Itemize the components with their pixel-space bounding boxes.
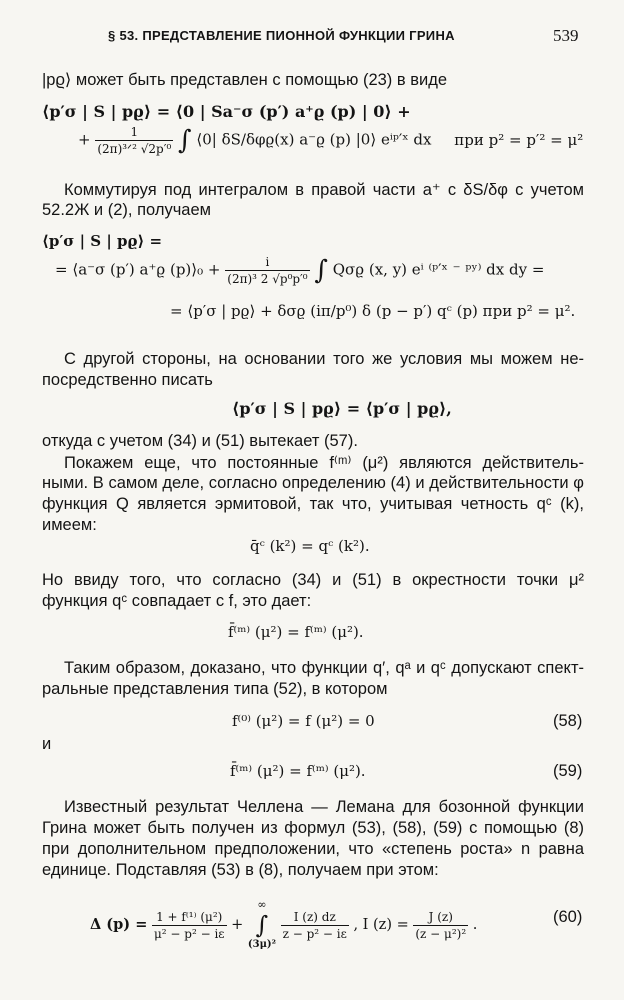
fraction [152, 909, 227, 942]
integral-sign: ∫ [255, 911, 269, 939]
integral-sign: ∫ [178, 125, 192, 156]
integrand: ⟨0| δS/δφϱ(x) a⁻ϱ (p) |0⟩ eⁱᵖ′ˣ dx [196, 130, 432, 149]
page-number: 539 [553, 26, 579, 45]
fraction-denominator: (z − μ²)² [415, 926, 467, 941]
eq-text: , I (z) = [353, 917, 409, 933]
equation-number: (59) [553, 762, 583, 780]
text-line: при дополнительном предположении, что «степень роста» n равна [42, 840, 584, 858]
fraction-numerator: i [225, 254, 309, 271]
text-line: ными. В самом деле, согласно определению (4) и действительности φ [42, 474, 584, 492]
equation-1b [78, 124, 583, 157]
text-line: и [42, 735, 52, 753]
equation-58: f⁽⁰⁾ (μ²) = f (μ²) = 0 [232, 712, 375, 730]
equation-1a: ⟨p′σ | S | pϱ⟩ = ⟨0 | Sa⁻σ (p′) a⁺ϱ (p) | 0⟩ + [42, 102, 411, 121]
text-line: функция qᶜ совпадает с f, это дает: [42, 592, 312, 610]
equation-3: ⟨p′σ | S | pϱ⟩ = ⟨p′σ | pϱ⟩, [232, 399, 452, 418]
fraction [281, 909, 349, 942]
fraction-numerator: 1 + f⁽¹⁾ (μ²) [152, 909, 227, 926]
fraction [95, 124, 173, 157]
text-line: 52.2Ж и (2), получаем [42, 201, 211, 219]
equation-2b [55, 254, 544, 287]
fraction [413, 909, 468, 942]
integral-sign: ∫ [314, 255, 328, 286]
text-line: Покажем еще, что постоянные f⁽ᵐ⁾ (μ²) являются действитель- [64, 454, 584, 472]
integral-upper-limit: ∞ [257, 898, 267, 911]
integral-with-limits [248, 898, 276, 952]
text-line: С другой стороны, на основании того же условия мы можем не- [64, 350, 584, 368]
equation-60 [90, 898, 477, 952]
eq-plus: + [231, 917, 244, 933]
condition: при p² = p′² = μ² [454, 130, 584, 149]
text-line: Таким образом, доказано, что функции q′, qᵃ и qᶜ допускают спект- [64, 659, 584, 677]
text-line: Но ввиду того, что согласно (34) и (51) в окрестности точки μ² [42, 571, 584, 589]
equation-number: (58) [553, 712, 583, 730]
fraction-numerator: I (z) dz [281, 909, 349, 926]
integrand: Qσϱ (x, y) eⁱ ⁽ᵖ′ˣ ⁻ ᵖʸ⁾ dx dy = [332, 260, 545, 279]
text-line: ральные представления типа (52), в котором [42, 680, 388, 698]
eq-period: . [472, 917, 478, 933]
fraction [225, 254, 309, 287]
fraction-denominator: (2π)³ 2 √p⁰p′⁰ [227, 272, 308, 286]
equation-2c: = ⟨p′σ | pϱ⟩ + δσϱ (iπ/p⁰) δ (p − p′) qᶜ (p) при p² = μ². [170, 302, 576, 320]
text-line: Известный результат Челлена — Лемана для бозонной функции [64, 798, 584, 816]
text-line: единице. Подставляя (53) в (8), получаем при этом: [42, 861, 439, 879]
eq-lhs: = ⟨a⁻σ (p′) a⁺ϱ (p)⟩₀ + [55, 260, 221, 279]
text-line: Коммутируя под интегралом в правой части a⁺ с δS/δφ с учетом [64, 181, 584, 199]
fraction-denominator: z − p² − iε [282, 926, 347, 941]
eq-lhs: Δ (p) = [90, 916, 148, 933]
section-header: § 53. ПРЕДСТАВЛЕНИЕ ПИОННОЙ ФУНКЦИИ ГРИНА [108, 28, 455, 43]
equation-5: f̄⁽ᵐ⁾ (μ²) = f⁽ᵐ⁾ (μ²). [228, 623, 364, 641]
fraction-denominator: μ² − p² − iε [153, 926, 225, 941]
eq-plus: + [78, 130, 91, 149]
text-line: Грина может быть получен из формул (53), (58), (59) с помощью (8) [42, 819, 584, 837]
integral-lower-limit: (3μ)² [247, 939, 276, 950]
text-line: имеем: [42, 516, 97, 534]
equation-number: (60) [553, 908, 583, 926]
text-line: откуда с учетом (34) и (51) вытекает (57). [42, 432, 358, 450]
fraction-numerator: J (z) [413, 909, 468, 926]
text-line: функция Q является эрмитовой, так что, учитывая четность qᶜ (k), [42, 495, 584, 513]
text-line: |pϱ⟩ может быть представлен с помощью (23) в виде [42, 71, 448, 89]
equation-4: q̄ᶜ (k²) = qᶜ (k²). [250, 537, 370, 555]
equation-59: f̄⁽ᵐ⁾ (μ²) = f⁽ᵐ⁾ (μ²). [230, 762, 366, 780]
equation-2a: ⟨p′σ | S | pϱ⟩ = [42, 232, 163, 250]
fraction-numerator: 1 [95, 124, 173, 141]
fraction-denominator: (2π)³ᐟ² √2p′⁰ [97, 142, 172, 156]
text-line: посредственно писать [42, 371, 213, 389]
